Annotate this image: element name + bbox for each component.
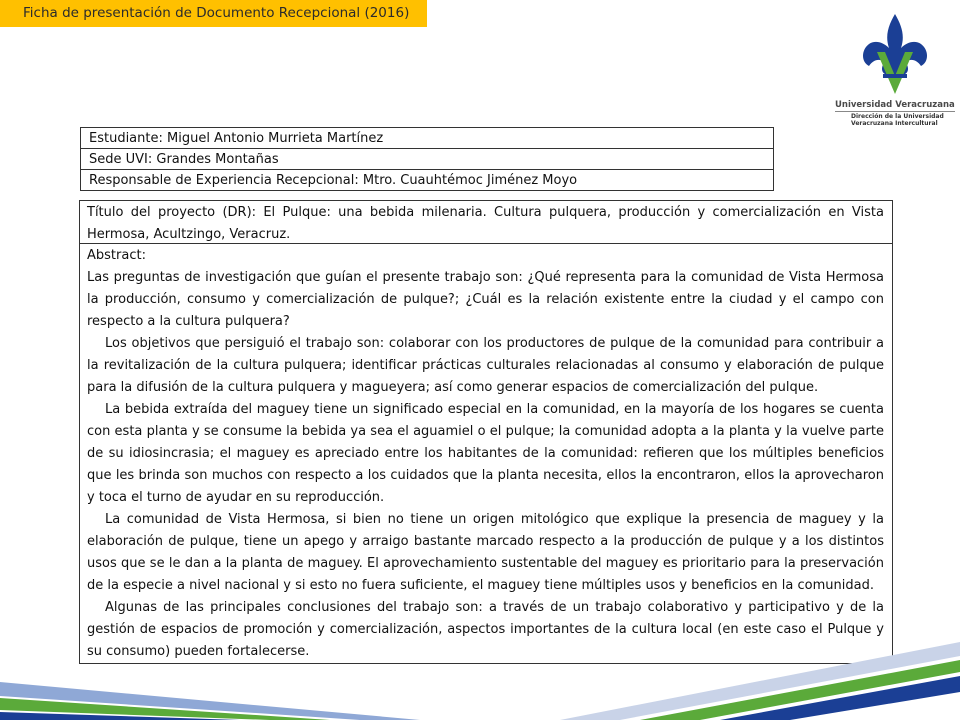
abstract-section: [80, 244, 892, 663]
table-row: [81, 128, 774, 149]
table-row: [81, 170, 774, 191]
project-box: [79, 200, 893, 664]
abstract-label: Abstract:: [87, 248, 146, 263]
logo-subtitle: [851, 113, 944, 127]
student-cell: Estudiante: Miguel Antonio Murrieta Martínez: [81, 128, 774, 149]
table-row: [81, 149, 774, 170]
logo-name: Universidad Veracruzana: [835, 100, 955, 110]
fleur-de-lis-icon: [855, 12, 935, 96]
header-title: Ficha de presentación de Documento Recepcional (2016): [23, 5, 410, 21]
abstract-paragraph: Los objetivos que persiguió el trabajo son: colaborar con los productores de pulque de la comunidad para contribuir a la revitalización de la cultura pulquera; identificar prácticas culturales relacionadas al consumo y elaboración de pulque para la difusión de la cultura pulquera y magueyera; así como generar espacios de comercialización del pulque.: [87, 336, 884, 395]
header-bar: [0, 0, 427, 27]
responsible-cell: Responsable de Experiencia Recepcional: Mtro. Cuauhtémoc Jiménez Moyo: [81, 170, 774, 191]
abstract-paragraph: La bebida extraída del maguey tiene un significado especial en la comunidad, en la mayoría de los hogares se cuenta con esta planta y se consume la bebida ya sea el aguamiel o el pulque; la comunidad adopta a la planta y la vuelve parte de su idiosincrasia; el maguey es apreciado entre los habitantes de la comunidad: refieren que los múltiples beneficios que les brinda son muchos con respecto a los cuidados que la planta necesita, ellos la encontraron, ellos la aprovecharon y toca el turno de ayudar en su reproducción.: [87, 402, 884, 505]
student-info-table: [80, 127, 774, 191]
logo-sub-line-2: Veracruzana Intercultural: [851, 120, 938, 127]
university-logo: [835, 12, 955, 132]
decorative-bands: [0, 612, 960, 720]
project-title: Título del proyecto (DR): El Pulque: una bebida milenaria. Cultura pulquera, producción y comercialización en Vista Hermosa, Acultzingo, Veracruz.: [80, 201, 892, 244]
abstract-paragraph: Algunas de las principales conclusiones del trabajo son: a través de un trabajo colaborativo y participativo y de la gestión de espacios de promoción y comercialización, aspectos importantes de la cultura local (en este caso el Pulque y su consumo) pueden fortalecerse.: [87, 600, 884, 659]
abstract-paragraph: Las preguntas de investigación que guían el presente trabajo son: ¿Qué representa para la comunidad de Vista Hermosa la producción, consumo y comercialización de pulque?; ¿Cuál es la relación existente entre la ciudad y el campo con respecto a la cultura pulquera?: [87, 270, 884, 329]
site-cell: Sede UVI: Grandes Montañas: [81, 149, 774, 170]
logo-sub-line-1: Dirección de la Universidad: [851, 113, 944, 120]
abstract-paragraph: La comunidad de Vista Hermosa, si bien no tiene un origen mitológico que explique la presencia de maguey y la elaboración de pulque, tiene un apego y arraigo bastante marcado respecto a la producción de pulque y a los distintos usos que se le dan a la planta de maguey. El aprovechamiento sustentable del maguey es prioritario para la preservación de la especie a nivel nacional y si esto no fuera suficiente, el maguey tiene múltiples usos y beneficios en la comunidad.: [87, 512, 884, 593]
